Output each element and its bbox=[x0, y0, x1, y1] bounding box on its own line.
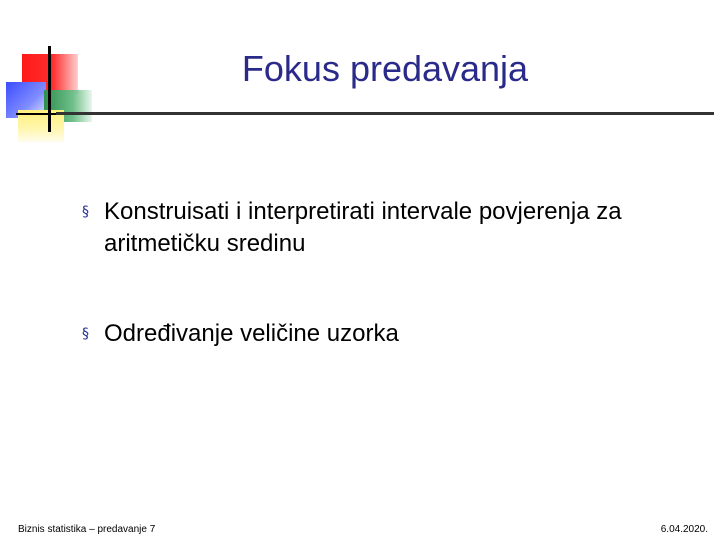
footer-course: Biznis statistika – predavanje 7 bbox=[18, 524, 156, 535]
bullet-marker-icon: § bbox=[82, 204, 89, 220]
decorative-logo bbox=[0, 40, 100, 150]
footer-date: 6.04.2020. bbox=[660, 524, 708, 535]
bullet-list bbox=[82, 196, 702, 350]
slide-title: Fokus predavanja bbox=[241, 48, 529, 89]
bullet-text: Konstruisati i interpretirati intervale povjerenja za aritmetičku sredinu bbox=[104, 198, 622, 257]
bullet-item bbox=[82, 318, 702, 350]
bullet-item bbox=[82, 196, 702, 260]
bullet-text: Određivanje veličine uzorka bbox=[104, 320, 399, 347]
logo-vertical-line bbox=[48, 46, 51, 132]
title-underline bbox=[56, 112, 714, 115]
logo-horizontal-line bbox=[16, 113, 56, 115]
bullet-marker-icon: § bbox=[82, 326, 89, 342]
